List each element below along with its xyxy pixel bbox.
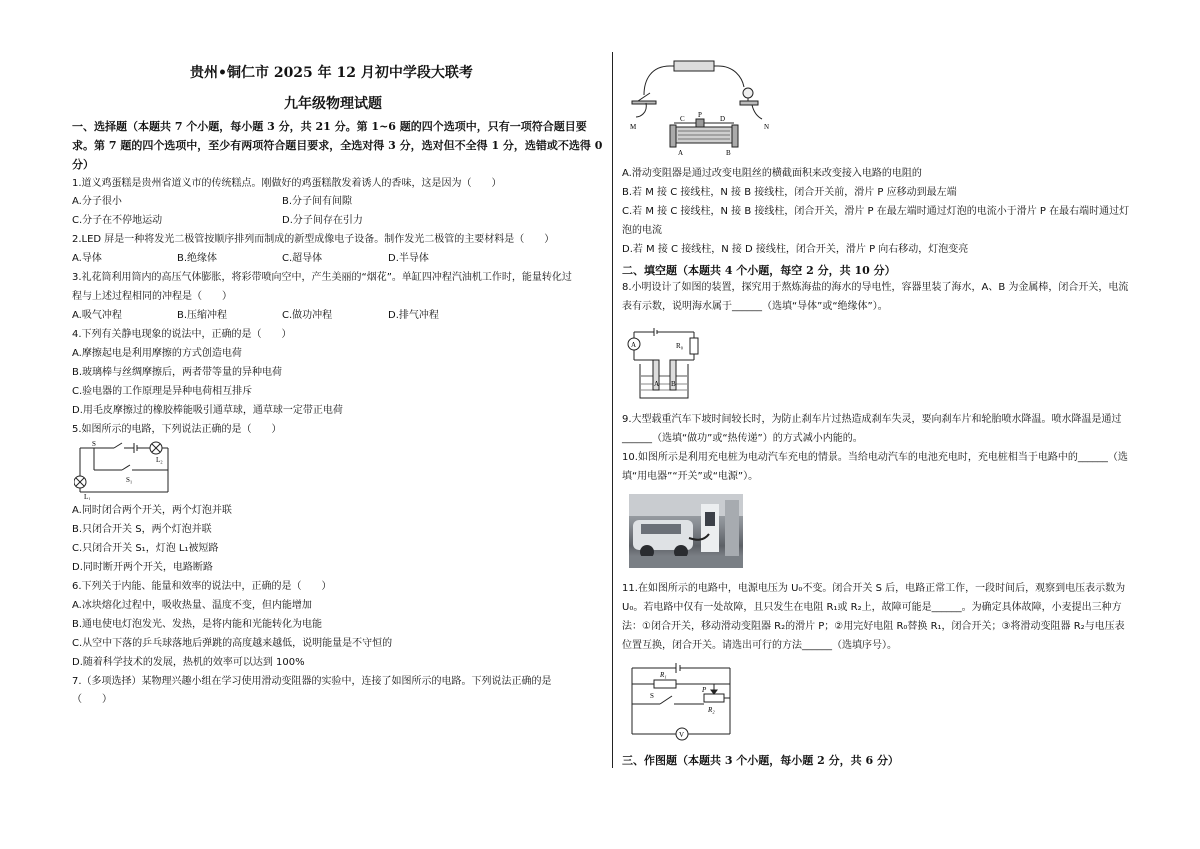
q1-option-a: A.分子很小 [72,196,122,207]
q11-label-s: S [650,692,654,700]
q7-label-b: B [726,149,731,157]
q6-option-c: C.从空中下落的乒乓球落地后弹跳的高度越来越低，说明能量是不守恒的 [72,638,393,649]
q7-label-a: A [678,149,684,157]
q7-label-n: N [764,123,770,131]
q6-option-d: D.随着科学技术的发展，热机的效率可以达到 100% [72,657,305,668]
q3-option-d: D.排气冲程 [388,310,439,321]
q2-stem: 2.LED 屏是一种将发光二极管按顺序排列而制成的新型成像电子设备。制作发光二极管的主要材料是（ ） [72,234,555,245]
q10-line1: 10.如图所示是利用充电桩为电动汽车充电的情景。当给电动汽车的电池充电时，充电桩相当于电路中的______（选 [622,452,1128,463]
q5-option-d: D.同时断开两个开关，电路断路 [72,562,213,573]
q6-option-b: B.通电使电灯泡发光、发热，是将内能和光能转化为电能 [72,619,323,630]
q1-option-c: C.分子在不停地运动 [72,215,163,226]
q5-label-s: S [92,440,96,448]
q7-option-d: D.若 M 接 C 接线柱，N 接 D 接线柱，闭合开关，滑片 P 向右移动，灯泡变亮 [622,244,969,255]
q5-label-s1: S₁ [126,476,133,484]
q7-option-c-line2: 泡的电流 [622,225,662,236]
exam-title: 贵州•铜仁市 2025 年 12 月初中学段大联考 [190,65,473,81]
q4-option-d: D.用毛皮摩擦过的橡胶棒能吸引通草球，通草球一定带正电荷 [72,405,343,416]
q7-label-m: M [630,123,637,131]
q9-line2: ______（选填“做功”或“热传递”）的方式减小内能的。 [622,433,863,444]
q7-label-p: P [698,111,702,119]
q7-option-b: B.若 M 接 C 接线柱，N 接 B 接线柱，闭合开关前，滑片 P 应移动到最左端 [622,187,957,198]
q3-option-c: C.做功冲程 [282,310,333,321]
q11-line3: 法：①闭合开关，移动滑动变阻器 R₂的滑片 P；②用完好电阻 R₀替换 R₁，闭合开关；③将滑动变阻器 R₂与电压表 [622,621,1125,632]
q5-label-l2: L₂ [156,456,163,464]
q7-label-d: D [720,115,726,123]
q3-stem-line2: 程与上述过程相同的冲程是（ ） [72,291,232,302]
q7-label-c: C [680,115,685,123]
q8-label-b: B [671,380,676,388]
q5-label-l1: L₁ [84,493,91,500]
q11-label-p: P [702,686,707,694]
section-3-heading: 三、作图题（本题共 3 个小题，每小题 2 分，共 6 分） [622,754,899,767]
q7-option-a: A.滑动变阻器是通过改变电阻丝的横截面积来改变接入电路的电阻的 [622,168,922,179]
q11-line1: 11.在如图所示的电路中，电源电压为 U₀不变。闭合开关 S 后，电路正常工作，一段时间后，观察到电压表示数为 [622,583,1126,594]
q4-option-c: C.验电器的工作原理是异种电荷相互排斥 [72,386,253,397]
q4-option-a: A.摩擦起电是利用摩擦的方式创造电荷 [72,348,242,359]
q5-circuit-diagram [74,438,174,500]
q11-line2: U₀。若电路中仅有一处故障，且只发生在电阻 R₁或 R₂上，故障可能是______。为确定具体故障，小麦提出三种方 [622,602,1122,613]
q11-circuit-diagram [626,660,738,742]
q10-line2: 填“用电器”“开关”或“电源”）。 [622,471,759,482]
q1-stem: 1.道义鸡蛋糕是贵州省道义市的传统糕点。刚做好的鸡蛋糕散发着诱人的香味，这是因为（ ） [72,178,502,189]
q6-option-a: A.冰块熔化过程中，吸收热量、温度不变，但内能增加 [72,600,312,611]
section-1-heading: 一、选择题（本题共 7 个小题，每小题 3 分，共 21 分。第 1~6 题的四个选项中，只有一项符合题目要求。第 7 题的四个选项中，至少有两项符合题目要求，全选对得 3 分，选对但不全得 1 分，选错或不选得 0 分） [72,120,603,171]
q8-line2: 表有示数，说明海水属于______（选填“导体”或“绝缘体”）。 [622,301,888,312]
q1-option-b: B.分子间有间隙 [282,196,353,207]
q2-option-d: D.半导体 [388,253,429,264]
q4-stem: 4.下列有关静电现象的说法中，正确的是（ ） [72,329,292,340]
q8-label-a: A [654,380,660,388]
q10-charging-station-photo [629,494,743,568]
q7-option-c-line1: C.若 M 接 C 接线柱，N 接 B 接线柱，闭合开关，滑片 P 在最左端时通过灯泡的电流小于滑片 P 在最右端时通过灯 [622,206,1130,217]
q2-option-b: B.绝缘体 [177,253,218,264]
q11-label-r1: R₁ [660,671,667,679]
q1-option-d: D.分子间存在引力 [282,215,363,226]
q7-rheostat-figure [626,55,776,160]
q8-label-r0: R₀ [676,342,684,350]
q8-line1: 8.小明设计了如图的装置，探究用于熬炼海盐的海水的导电性，容器里装了海水，A、B 为金属棒，闭合开关，电流 [622,282,1129,293]
q5-option-c: C.只闭合开关 S₁，灯泡 L₁被短路 [72,543,219,554]
exam-subtitle: 九年级物理试题 [284,96,382,112]
q11-line4: 位置互换，闭合开关。请选出可行的方法______（选填序号）。 [622,640,897,651]
section-2-heading: 二、填空题（本题共 4 个小题，每空 2 分，共 10 分） [622,264,896,277]
q7-stem-line2: （ ） [72,694,112,705]
q4-option-b: B.玻璃棒与丝绸摩擦后，两者带等量的异种电荷 [72,367,283,378]
q7-stem-line1: 7.（多项选择）某物理兴趣小组在学习使用滑动变阻器的实验中，连接了如图所示的电路。下列说法正确的是 [72,676,552,687]
q8-label-ammeter: A [631,341,637,349]
q5-option-a: A.同时闭合两个开关，两个灯泡并联 [72,505,232,516]
q5-stem: 5.如图所示的电路，下列说法正确的是（ ） [72,424,282,435]
q5-option-b: B.只闭合开关 S，两个灯泡并联 [72,524,212,535]
q3-option-b: B.压缩冲程 [177,310,228,321]
q3-stem-line1: 3.礼花筒利用筒内的高压气体膨胀，将彩带喷向空中，产生美丽的“烟花”。单缸四冲程汽油机工作时，能量转化过 [72,272,572,283]
q9-line1: 9.大型载重汽车下坡时间较长时，为防止刹车片过热造成刹车失灵，要向刹车片和轮胎喷水降温。喷水降温是通过 [622,414,1122,425]
q11-label-r2: R₂ [708,706,715,714]
q8-circuit-diagram [626,324,702,400]
column-divider [612,52,613,768]
q6-stem: 6.下列关于内能、能量和效率的说法中，正确的是（ ） [72,581,332,592]
q2-option-a: A.导体 [72,253,102,264]
q11-label-voltmeter: V [679,731,685,739]
q2-option-c: C.超导体 [282,253,323,264]
q3-option-a: A.吸气冲程 [72,310,122,321]
